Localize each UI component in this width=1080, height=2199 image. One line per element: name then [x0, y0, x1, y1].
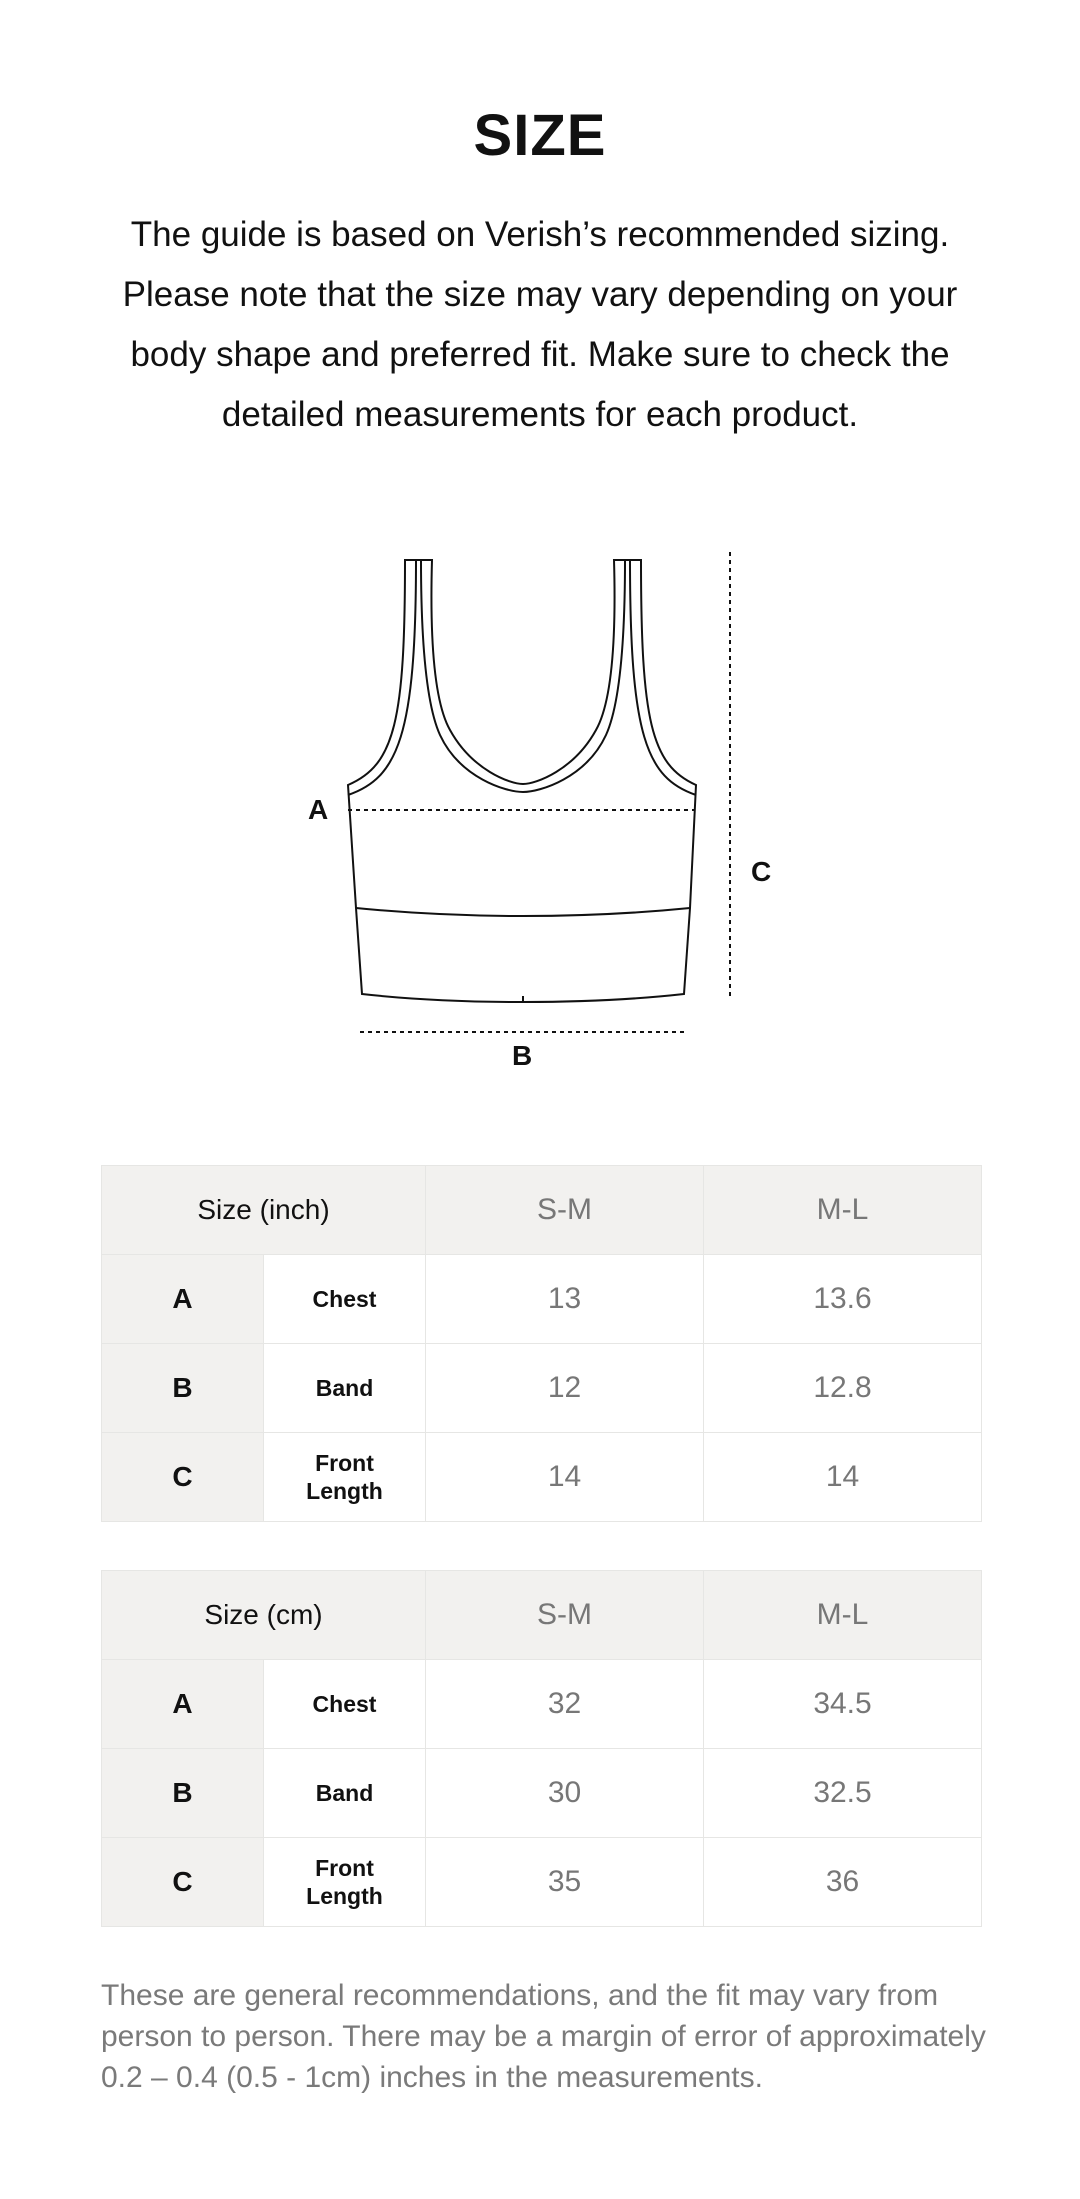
row-value: 36	[704, 1838, 982, 1927]
table-row	[102, 1749, 982, 1838]
row-measure: Front Length	[264, 1433, 426, 1522]
garment-diagram	[290, 540, 790, 1080]
page-title: SIZE	[473, 103, 607, 168]
row-value: 35	[426, 1838, 704, 1927]
row-measure: Front Length	[264, 1838, 426, 1927]
row-letter: B	[102, 1344, 264, 1433]
row-measure: Band	[264, 1344, 426, 1433]
tank-top-illustration	[290, 540, 790, 1080]
table-row	[102, 1344, 982, 1433]
table-row	[102, 1838, 982, 1927]
row-value: 34.5	[704, 1660, 982, 1749]
row-letter: B	[102, 1749, 264, 1838]
row-value: 13	[426, 1255, 704, 1344]
size-column-header: S-M	[426, 1571, 704, 1660]
row-value: 13.6	[704, 1255, 982, 1344]
size-table-inch	[101, 1165, 982, 1522]
row-letter: A	[102, 1660, 264, 1749]
label-a: A	[308, 794, 329, 825]
row-letter: A	[102, 1255, 264, 1344]
size-column-header: M-L	[704, 1571, 982, 1660]
row-value: 12.8	[704, 1344, 982, 1433]
row-measure: Chest	[264, 1660, 426, 1749]
table-row	[102, 1433, 982, 1522]
size-column-header: M-L	[704, 1166, 982, 1255]
row-letter: C	[102, 1433, 264, 1522]
size-unit-header: Size (cm)	[102, 1571, 426, 1660]
table-row	[102, 1660, 982, 1749]
row-measure: Chest	[264, 1255, 426, 1344]
table-header-row	[102, 1166, 982, 1255]
row-measure: Band	[264, 1749, 426, 1838]
row-letter: C	[102, 1838, 264, 1927]
table-row	[102, 1255, 982, 1344]
row-value: 14	[704, 1433, 982, 1522]
label-c: C	[751, 856, 772, 887]
table-header-row	[102, 1571, 982, 1660]
fit-disclaimer: These are general recommendations, and the fit may vary from person to person. There may be a margin of error of approximately 0.2 – 0.4 (0.5 - 1cm) inches in the measurements.	[101, 1979, 986, 2094]
row-value: 32	[426, 1660, 704, 1749]
row-value: 14	[426, 1433, 704, 1522]
row-value: 30	[426, 1749, 704, 1838]
label-b: B	[512, 1040, 533, 1071]
size-table-cm	[101, 1570, 982, 1927]
intro-text: The guide is based on Verish’s recommended sizing. Please note that the size may vary depending on your body shape and preferred fit. Make sure to check the detailed measurements for each product.	[122, 215, 958, 434]
size-column-header: S-M	[426, 1166, 704, 1255]
size-unit-header: Size (inch)	[102, 1166, 426, 1255]
row-value: 32.5	[704, 1749, 982, 1838]
row-value: 12	[426, 1344, 704, 1433]
